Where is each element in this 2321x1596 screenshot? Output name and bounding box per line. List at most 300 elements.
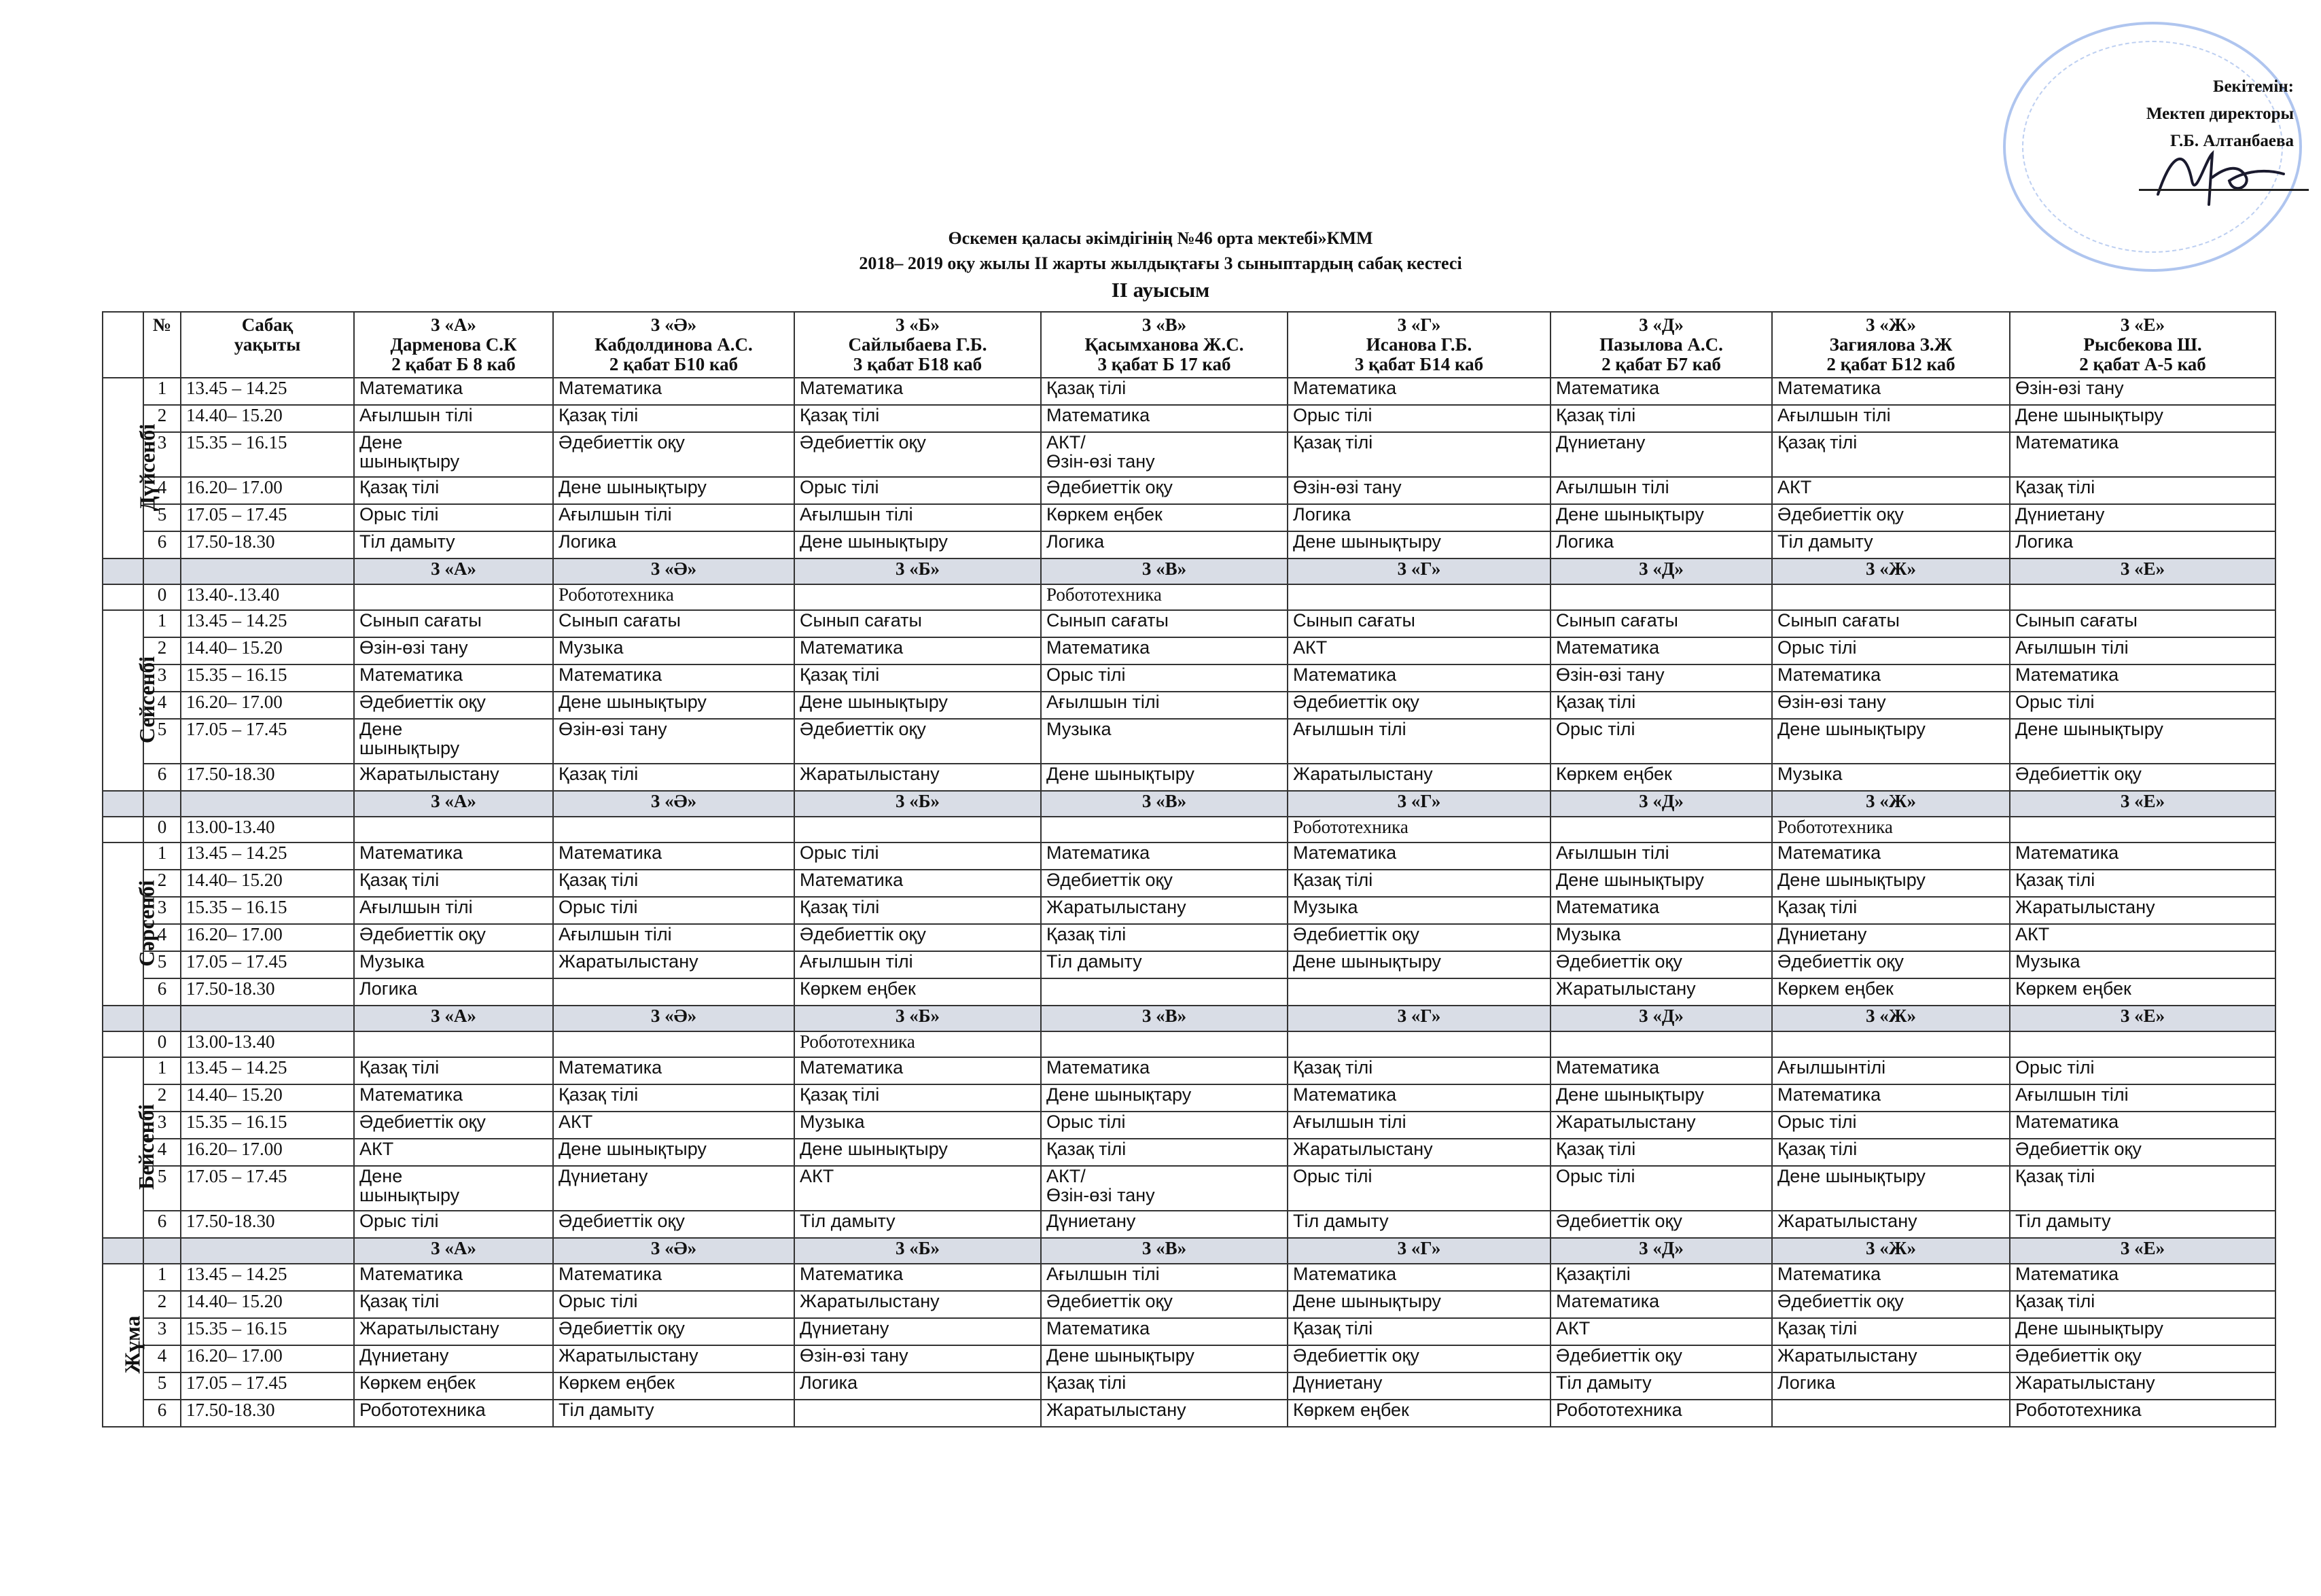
- lesson-cell: Ағылшын тілі: [1551, 843, 1772, 870]
- separator-class-label: 3 «Д»: [1551, 1238, 1772, 1264]
- lesson-cell: Математика: [794, 1264, 1041, 1291]
- lesson-cell: Дене шынықтыру: [794, 1139, 1041, 1166]
- lesson-cell: Математика: [553, 1264, 794, 1291]
- lesson-number: 4: [143, 924, 181, 951]
- lesson-cell: Ағылшын тілі: [354, 897, 553, 924]
- lesson-cell: [1551, 817, 1772, 843]
- lesson-cell: Ағылшынтілі: [1772, 1057, 2010, 1084]
- lesson-cell: Әдебиеттік оқу: [354, 924, 553, 951]
- lesson-cell: Қазақ тілі: [2010, 870, 2275, 897]
- separator-class-label: 3 «Д»: [1551, 791, 1772, 817]
- lesson-cell: Жаратылыстану: [1551, 978, 1772, 1006]
- lesson-cell: Қазақ тілі: [2010, 1291, 2275, 1318]
- lesson-row: [103, 764, 2275, 791]
- lesson-cell: Сынып сағаты: [553, 610, 794, 637]
- lesson-cell: Қазақ тілі: [1772, 432, 2010, 477]
- lesson-cell: Сынып сағаты: [2010, 610, 2275, 637]
- separator-blank: [103, 1006, 143, 1031]
- lesson-cell: Ағылшын тілі: [1041, 1264, 1288, 1291]
- lesson-number: 5: [143, 951, 181, 978]
- separator-class-label: 3 «Е»: [2010, 791, 2275, 817]
- lesson-cell: Орыс тілі: [1551, 1166, 1772, 1211]
- lesson-number: 6: [143, 764, 181, 791]
- lesson-cell: Өзін-өзі тану: [1288, 477, 1551, 504]
- lesson-cell: Ағылшын тілі: [1772, 405, 2010, 432]
- lesson-cell: Дене шынықтыру: [354, 719, 553, 764]
- lesson-cell: Өзін-өзі тану: [2010, 378, 2275, 405]
- header-row: [103, 312, 2275, 378]
- lesson-time: 13.00-13.40: [181, 817, 354, 843]
- lesson-cell: Дене шынықтыру: [1551, 504, 1772, 531]
- header-class-3g: 3 «Г» Исанова Г.Б. 3 қабат Б14 каб: [1288, 312, 1551, 378]
- lesson-number: 3: [143, 897, 181, 924]
- lesson-cell: Математика: [794, 1057, 1041, 1084]
- lesson-cell: Қазақ тілі: [1288, 870, 1551, 897]
- class-separator-row: [103, 558, 2275, 584]
- lesson-cell: Логика: [354, 978, 553, 1006]
- class-separator-row: [103, 1238, 2275, 1264]
- lesson-number: 0: [143, 1031, 181, 1057]
- lesson-time: 17.50-18.30: [181, 978, 354, 1006]
- lesson-time: 13.45 – 14.25: [181, 843, 354, 870]
- lesson-cell: Ағылшын тілі: [2010, 637, 2275, 664]
- lesson-cell: АКТ/ Өзін-өзі тану: [1041, 1166, 1288, 1211]
- lesson-cell: Математика: [1772, 843, 2010, 870]
- lesson-cell: Математика: [553, 664, 794, 692]
- lesson-cell: Әдебиеттік оқу: [2010, 1139, 2275, 1166]
- lesson-cell: АКТ/ Өзін-өзі тану: [1041, 432, 1288, 477]
- lesson-cell: Әдебиеттік оқу: [1551, 1345, 1772, 1372]
- separator-class-label: 3 «Е»: [2010, 1006, 2275, 1031]
- lesson-cell: Дене шынықтыру: [354, 1166, 553, 1211]
- lesson-cell: Қазақ тілі: [1772, 897, 2010, 924]
- lesson-cell: Орыс тілі: [553, 1291, 794, 1318]
- lesson-number: 1: [143, 843, 181, 870]
- lesson-cell: Математика: [553, 1057, 794, 1084]
- lesson-cell: Әдебиеттік оқу: [794, 719, 1041, 764]
- lesson-cell: Әдебиеттік оқу: [1772, 951, 2010, 978]
- lesson-cell: [1288, 584, 1551, 610]
- lesson-cell: Дене шынықтыру: [2010, 405, 2275, 432]
- lesson-cell: [354, 817, 553, 843]
- schedule-body: [103, 378, 2275, 1427]
- lesson-cell: Дене шынықтыру: [553, 1139, 794, 1166]
- lesson-cell: [2010, 1031, 2275, 1057]
- lesson-cell: Математика: [553, 378, 794, 405]
- lesson-cell: Жаратылыстану: [553, 1345, 794, 1372]
- day-name: Сейсенбі: [135, 656, 160, 744]
- header-class-3b: 3 «Б» Сайлыбаева Г.Б. 3 қабат Б18 каб: [794, 312, 1041, 378]
- lesson-cell: [1772, 1400, 2010, 1427]
- day-cell: [103, 1057, 158, 1238]
- lesson-number: 5: [143, 1372, 181, 1400]
- lesson-time: 17.05 – 17.45: [181, 504, 354, 531]
- separator-class-label: 3 «Б»: [794, 1238, 1041, 1264]
- lesson-cell: Математика: [1772, 1264, 2010, 1291]
- lesson-cell: Өзін-өзі тану: [794, 1345, 1041, 1372]
- lesson-row: [103, 1166, 2275, 1211]
- lesson-cell: Қазақ тілі: [2010, 1166, 2275, 1211]
- lesson-cell: Әдебиеттік оқу: [1772, 1291, 2010, 1318]
- lesson-time: 13.45 – 14.25: [181, 610, 354, 637]
- lesson-cell: Ағылшын тілі: [794, 504, 1041, 531]
- lesson-cell: Қазақ тілі: [354, 870, 553, 897]
- lesson-row: [103, 1264, 2275, 1291]
- separator-blank: [181, 1238, 354, 1264]
- lesson-cell: Математика: [2010, 1264, 2275, 1291]
- lesson-cell: [1041, 817, 1288, 843]
- lesson-cell: Робототехника: [553, 584, 794, 610]
- header-class-3ae: 3 «Ә» Кабдолдинова А.С. 2 қабат Б10 каб: [553, 312, 794, 378]
- separator-blank: [181, 791, 354, 817]
- lesson-cell: Тіл дамыту: [553, 1400, 794, 1427]
- lesson-cell: Қазақ тілі: [794, 664, 1041, 692]
- lesson-row: [103, 504, 2275, 531]
- lesson-number: 2: [143, 870, 181, 897]
- lesson-cell: Орыс тілі: [794, 477, 1041, 504]
- lesson-cell: Әдебиеттік оқу: [2010, 764, 2275, 791]
- lesson-cell: Қазақ тілі: [794, 405, 1041, 432]
- lesson-cell: Математика: [1288, 664, 1551, 692]
- separator-class-label: 3 «Ж»: [1772, 1006, 2010, 1031]
- lesson-cell: Математика: [1288, 1084, 1551, 1112]
- lesson-number: 6: [143, 978, 181, 1006]
- separator-class-label: 3 «Г»: [1288, 791, 1551, 817]
- lesson-time: 13.40-.13.40: [181, 584, 354, 610]
- lesson-cell: Өзін-өзі тану: [1551, 664, 1772, 692]
- lesson-cell: Музыка: [1288, 897, 1551, 924]
- lesson-cell: Логика: [1288, 504, 1551, 531]
- lesson-number: 3: [143, 1112, 181, 1139]
- separator-blank: [143, 791, 181, 817]
- lesson-cell: Қазақ тілі: [794, 1084, 1041, 1112]
- lesson-cell: Математика: [354, 1264, 553, 1291]
- lesson-cell: Математика: [1041, 637, 1288, 664]
- lesson-cell: Жаратылыстану: [1551, 1112, 1772, 1139]
- lesson-cell: Орыс тілі: [2010, 1057, 2275, 1084]
- lesson-cell: Математика: [1288, 843, 1551, 870]
- lesson-cell: Дене шынықтыру: [1288, 1291, 1551, 1318]
- lesson-cell: Математика: [794, 378, 1041, 405]
- lesson-cell: Тіл дамыту: [794, 1211, 1041, 1238]
- lesson-cell: Дүниетану: [794, 1318, 1041, 1345]
- day-blank: [103, 584, 143, 610]
- lesson-cell: [1041, 1031, 1288, 1057]
- lesson-number: 5: [143, 504, 181, 531]
- lesson-cell: Математика: [354, 843, 553, 870]
- lesson-time: 17.05 – 17.45: [181, 1372, 354, 1400]
- lesson-cell: Орыс тілі: [354, 504, 553, 531]
- lesson-cell: Логика: [553, 531, 794, 558]
- separator-class-label: 3 «Д»: [1551, 1006, 1772, 1031]
- lesson-row: [103, 1291, 2275, 1318]
- lesson-time: 13.45 – 14.25: [181, 378, 354, 405]
- lesson-cell: Математика: [354, 1084, 553, 1112]
- lesson-cell: Математика: [354, 664, 553, 692]
- day-blank: [103, 1031, 143, 1057]
- lesson-cell: Қазақ тілі: [354, 1291, 553, 1318]
- lesson-cell: Дене шынықтыру: [794, 531, 1041, 558]
- lesson-cell: Жаратылыстану: [354, 764, 553, 791]
- header-class-3a: 3 «А» Дарменова С.К 2 қабат Б 8 каб: [354, 312, 553, 378]
- lesson-cell: Дүниетану: [1772, 924, 2010, 951]
- lesson-cell: Музыка: [354, 951, 553, 978]
- lesson-cell: Жаратылыстану: [1041, 1400, 1288, 1427]
- lesson-cell: Әдебиеттік оқу: [1288, 692, 1551, 719]
- lesson-cell: Ағылшын тілі: [1551, 477, 1772, 504]
- lesson-cell: Математика: [1772, 1084, 2010, 1112]
- lesson-row: [103, 531, 2275, 558]
- lesson-number: 1: [143, 378, 181, 405]
- lesson-cell: Көркем еңбек: [794, 978, 1041, 1006]
- lesson-row: [103, 1057, 2275, 1084]
- lesson-time: 17.50-18.30: [181, 764, 354, 791]
- lesson-cell: Математика: [1288, 378, 1551, 405]
- lesson-cell: Математика: [1551, 1291, 1772, 1318]
- lesson-time: 17.50-18.30: [181, 1400, 354, 1427]
- lesson-cell: Сынып сағаты: [1041, 610, 1288, 637]
- lesson-cell: [1772, 1031, 2010, 1057]
- lesson-cell: Робототехника: [1551, 1400, 1772, 1427]
- separator-class-label: 3 «Б»: [794, 558, 1041, 584]
- lesson-cell: Көркем еңбек: [2010, 978, 2275, 1006]
- lesson-cell: Көркем еңбек: [1551, 764, 1772, 791]
- lesson-time: 16.20– 17.00: [181, 924, 354, 951]
- lesson-cell: [1551, 1031, 1772, 1057]
- header-class-3zh: 3 «Ж» Загиялова З.Ж 2 қабат Б12 каб: [1772, 312, 2010, 378]
- lesson-number: 4: [143, 477, 181, 504]
- separator-class-label: 3 «Ә»: [553, 1006, 794, 1031]
- lesson-cell: [1288, 1031, 1551, 1057]
- lesson-time: 15.35 – 16.15: [181, 1112, 354, 1139]
- lesson-cell: Қазақ тілі: [1041, 1139, 1288, 1166]
- lesson-cell: Дене шынықтыру: [794, 692, 1041, 719]
- lesson-row: [103, 637, 2275, 664]
- lesson-cell: Ағылшын тілі: [794, 951, 1041, 978]
- lesson-row: [103, 870, 2275, 897]
- lesson-cell: Жаратылыстану: [1288, 764, 1551, 791]
- lesson-cell: Жаратылыстану: [1772, 1211, 2010, 1238]
- lesson-row: [103, 477, 2275, 504]
- day-name: Сәрсенбі: [134, 880, 159, 967]
- day-cell: [103, 378, 160, 558]
- lesson-cell: Математика: [553, 843, 794, 870]
- lesson-cell: Логика: [2010, 531, 2275, 558]
- lesson-time: 14.40– 15.20: [181, 637, 354, 664]
- lesson-cell: [354, 1031, 553, 1057]
- lesson-cell: Әдебиеттік оқу: [794, 432, 1041, 477]
- lesson-row: [103, 1211, 2275, 1238]
- separator-class-label: 3 «А»: [354, 558, 553, 584]
- lesson-time: 16.20– 17.00: [181, 1345, 354, 1372]
- lesson-row: [103, 378, 2275, 405]
- separator-class-label: 3 «Ж»: [1772, 558, 2010, 584]
- lesson-cell: Жаратылыстану: [2010, 897, 2275, 924]
- separator-class-label: 3 «Ә»: [553, 558, 794, 584]
- title-school: Өскемен қаласы әкімдігінің №46 орта мектебі»КММ: [948, 228, 1373, 248]
- day-blank: [103, 817, 143, 843]
- lesson-cell: Қазақ тілі: [1288, 1318, 1551, 1345]
- lesson-number: 5: [143, 719, 181, 764]
- lesson-time: 17.05 – 17.45: [181, 1166, 354, 1211]
- lesson-number: 1: [143, 610, 181, 637]
- lesson-row: [103, 1400, 2275, 1427]
- header-day-corner: [103, 312, 143, 378]
- lesson-row: [103, 1084, 2275, 1112]
- lesson-cell: Ағылшын тілі: [354, 405, 553, 432]
- lesson-number: 6: [143, 1400, 181, 1427]
- lesson-cell: [1772, 584, 2010, 610]
- lesson-cell: [553, 817, 794, 843]
- lesson-cell: Ағылшын тілі: [1041, 692, 1288, 719]
- day-name: Жұма: [120, 1315, 145, 1374]
- lesson-row: [103, 664, 2275, 692]
- separator-class-label: 3 «А»: [354, 1006, 553, 1031]
- lesson-time: 14.40– 15.20: [181, 1291, 354, 1318]
- lesson-cell: Әдебиеттік оқу: [553, 1211, 794, 1238]
- lesson-cell: [1288, 978, 1551, 1006]
- lesson-cell: Дене шынықтыру: [1041, 764, 1288, 791]
- lesson-time: 17.05 – 17.45: [181, 951, 354, 978]
- separator-class-label: 3 «Ә»: [553, 791, 794, 817]
- lesson-cell: [2010, 817, 2275, 843]
- lesson-cell: Қазақ тілі: [1772, 1139, 2010, 1166]
- header-class-3v: 3 «В» Қасымханова Ж.С. 3 қабат Б 17 каб: [1041, 312, 1288, 378]
- lesson-cell: Әдебиеттік оқу: [1041, 477, 1288, 504]
- lesson-number: 4: [143, 1345, 181, 1372]
- lesson-cell: Музыка: [794, 1112, 1041, 1139]
- lesson-row: [103, 1318, 2275, 1345]
- lesson-cell: Көркем еңбек: [553, 1372, 794, 1400]
- lesson-cell: Логика: [794, 1372, 1041, 1400]
- lesson-row: [103, 1372, 2275, 1400]
- lesson-cell: Математика: [1041, 843, 1288, 870]
- separator-class-label: 3 «А»: [354, 791, 553, 817]
- lesson-number: 3: [143, 432, 181, 477]
- lesson-cell: Әдебиеттік оқу: [2010, 1345, 2275, 1372]
- lesson-cell: Әдебиеттік оқу: [1551, 1211, 1772, 1238]
- lesson-cell: Математика: [1288, 1264, 1551, 1291]
- lesson-cell: Тіл дамыту: [1551, 1372, 1772, 1400]
- lesson-cell: Музыка: [1551, 924, 1772, 951]
- lesson-cell: Орыс тілі: [1772, 637, 2010, 664]
- schedule-table: [102, 311, 2276, 1427]
- lesson-number: 2: [143, 1291, 181, 1318]
- lesson-cell: Орыс тілі: [1288, 405, 1551, 432]
- lesson-cell: Орыс тілі: [794, 843, 1041, 870]
- class-separator-row: [103, 1006, 2275, 1031]
- lesson-cell: Жаратылыстану: [794, 1291, 1041, 1318]
- lesson-cell: Қазақ тілі: [553, 1084, 794, 1112]
- lesson-number: 1: [143, 1057, 181, 1084]
- separator-class-label: 3 «Б»: [794, 1006, 1041, 1031]
- lesson-cell: Қазақ тілі: [1041, 924, 1288, 951]
- separator-class-label: 3 «Ж»: [1772, 1238, 2010, 1264]
- lesson-cell: Қазақ тілі: [553, 764, 794, 791]
- lesson-cell: Қазақ тілі: [794, 897, 1041, 924]
- lesson-cell: Дүниетану: [1288, 1372, 1551, 1400]
- approval-director-name: Г.Б. Алтанбаева: [2169, 132, 2294, 150]
- separator-class-label: 3 «А»: [354, 1238, 553, 1264]
- header-class-3d: 3 «Д» Пазылова А.С. 2 қабат Б7 каб: [1551, 312, 1772, 378]
- lesson-cell: Математика: [1041, 1057, 1288, 1084]
- lesson-cell: Дене шынықтыру: [1288, 531, 1551, 558]
- lesson-cell: Математика: [794, 637, 1041, 664]
- lesson-time: 17.50-18.30: [181, 531, 354, 558]
- lesson-cell: Логика: [1041, 531, 1288, 558]
- lesson-cell: Жаратылыстану: [794, 764, 1041, 791]
- separator-class-label: 3 «Г»: [1288, 558, 1551, 584]
- lesson-cell: Орыс тілі: [354, 1211, 553, 1238]
- lesson-cell: Көркем еңбек: [1772, 978, 2010, 1006]
- lesson-cell: АКТ: [794, 1166, 1041, 1211]
- lesson-time: 14.40– 15.20: [181, 405, 354, 432]
- lesson-cell: Робототехника: [1772, 817, 2010, 843]
- separator-blank: [143, 1238, 181, 1264]
- lesson-zero-row: [103, 584, 2275, 610]
- lesson-cell: Әдебиеттік оқу: [553, 432, 794, 477]
- title-schedule: 2018– 2019 оқу жылы ІІ жарты жылдықтағы 3 сыныптардың сабақ кестесі: [859, 253, 1462, 273]
- separator-class-label: 3 «Ж»: [1772, 791, 2010, 817]
- lesson-cell: Өзін-өзі тану: [553, 719, 794, 764]
- lesson-cell: Әдебиеттік оқу: [1551, 951, 1772, 978]
- lesson-cell: Сынып сағаты: [1288, 610, 1551, 637]
- lesson-time: 13.45 – 14.25: [181, 1057, 354, 1084]
- signature-line: [2139, 189, 2309, 191]
- lesson-time: 16.20– 17.00: [181, 1139, 354, 1166]
- lesson-cell: [2010, 584, 2275, 610]
- lesson-cell: Дүниетану: [2010, 504, 2275, 531]
- lesson-time: 15.35 – 16.15: [181, 664, 354, 692]
- lesson-cell: [553, 978, 794, 1006]
- day-cell: [103, 610, 160, 791]
- lesson-number: 3: [143, 664, 181, 692]
- approval-title: Бекітемін:: [2212, 77, 2294, 96]
- lesson-cell: Тіл дамыту: [2010, 1211, 2275, 1238]
- lesson-row: [103, 432, 2275, 477]
- class-separator-row: [103, 791, 2275, 817]
- lesson-cell: Әдебиеттік оқу: [1288, 1345, 1551, 1372]
- separator-class-label: 3 «Е»: [2010, 558, 2275, 584]
- lesson-zero-row: [103, 817, 2275, 843]
- day-cell: [103, 1264, 143, 1427]
- document-title: [0, 226, 2321, 304]
- lesson-cell: Әдебиеттік оқу: [1772, 504, 2010, 531]
- lesson-time: 13.00-13.40: [181, 1031, 354, 1057]
- lesson-cell: Қазақ тілі: [1288, 1057, 1551, 1084]
- lesson-time: 17.05 – 17.45: [181, 719, 354, 764]
- lesson-cell: Логика: [1551, 531, 1772, 558]
- lesson-cell: Ағылшын тілі: [553, 504, 794, 531]
- lesson-cell: Қазақ тілі: [553, 870, 794, 897]
- lesson-row: [103, 978, 2275, 1006]
- separator-blank: [143, 1006, 181, 1031]
- lesson-cell: Дене шынықтыру: [2010, 719, 2275, 764]
- lesson-cell: Қазақ тілі: [1551, 405, 1772, 432]
- lesson-cell: Робототехника: [794, 1031, 1041, 1057]
- lesson-cell: Көркем еңбек: [1041, 504, 1288, 531]
- lesson-cell: Әдебиеттік оқу: [354, 1112, 553, 1139]
- lesson-cell: Математика: [354, 378, 553, 405]
- lesson-cell: Робототехника: [354, 1400, 553, 1427]
- lesson-cell: Математика: [2010, 1112, 2275, 1139]
- lesson-cell: [794, 584, 1041, 610]
- lesson-cell: Ағылшын тілі: [1288, 1112, 1551, 1139]
- lesson-cell: АКТ: [354, 1139, 553, 1166]
- lesson-cell: [794, 1400, 1041, 1427]
- separator-class-label: 3 «Г»: [1288, 1238, 1551, 1264]
- lesson-cell: Орыс тілі: [1041, 664, 1288, 692]
